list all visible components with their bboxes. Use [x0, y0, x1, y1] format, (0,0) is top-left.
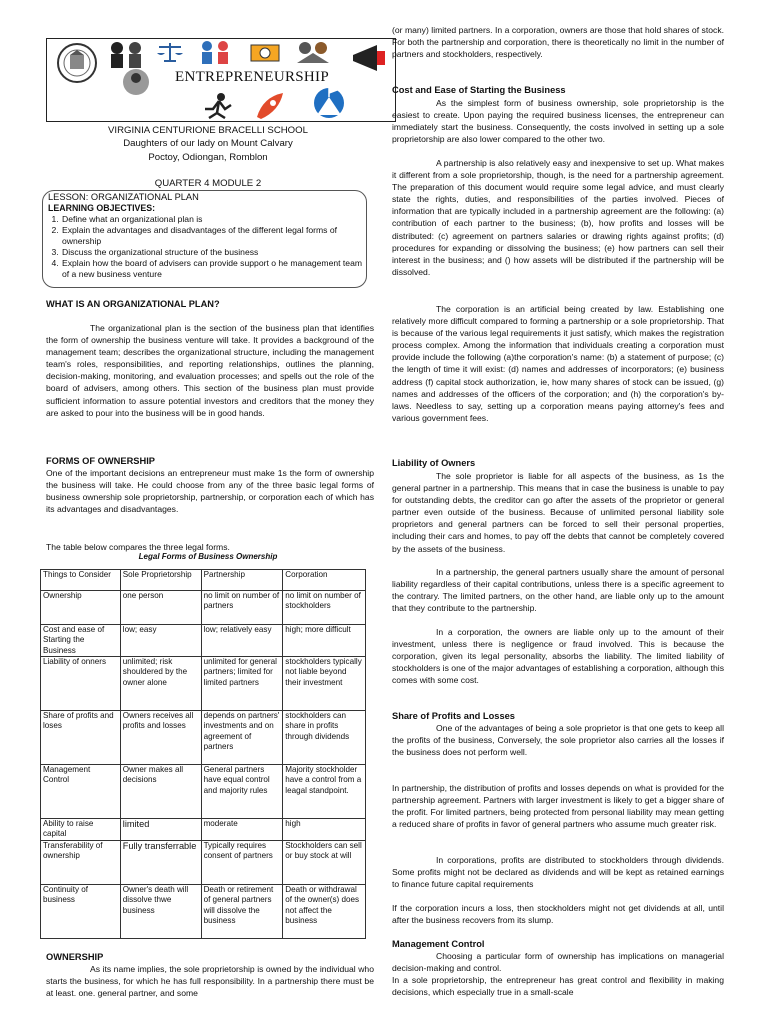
table-cell: Death or retirement of general partners will dissolve the business [201, 885, 283, 939]
heading-what-is-plan: WHAT IS AN ORGANIZATIONAL PLAN? [46, 299, 220, 309]
table-row [41, 625, 366, 657]
table-cell: Share of profits and loses [41, 711, 121, 765]
paragraph: In partnership, the distribution of profits and losses depends on what is provided for the partnership agreement. Partners with larger investment is likely to get a bigger share of the profit. For limited partners, being protected from personal liability may mean getting a reduced share of profits in favor of general partners who assume much greater risk. [392, 783, 724, 830]
table-cell: General partners have equal control and majority rules [201, 765, 283, 819]
lesson-title: LESSON: ORGANIZATIONAL PLAN [48, 192, 199, 202]
heading-share-profits: Share of Profits and Losses [392, 711, 515, 721]
objective-item: 1. Define what an organizational plan is [61, 214, 366, 225]
paragraph: In a sole proprietorship, the entrepreneur has great control and flexibility in making decisions, which especially true in a small-scale [392, 975, 724, 998]
table-cell: Stockholders can sell or buy stock at will [283, 841, 366, 885]
heading-ownership: OWNERSHIP [46, 952, 104, 962]
objectives-list [48, 214, 366, 281]
objective-item: 3. Discuss the organizational structure of the business [61, 247, 366, 258]
table-cell: Owner's death will dissolve thwe business [120, 885, 201, 939]
person-photo-icon [119, 67, 153, 97]
table-cell: Ability to raise capital [41, 819, 121, 841]
table-cell: low; relatively easy [201, 625, 283, 657]
paragraph: The corporation is an artificial being created by law. Establishing one relatively more difficult compared to forming a partnership or a sole proprietorship. That is because of the various legal requirements it just satisfy, which makes the registration process complex. Among the information that individuals creating a corporation must provide include the following (a)the corporation's name: (b) a statement of purpose; (c) the length of time it will exist: (d) names and addresses of incorporators; (e) business address (f) capital stock authorization, ie, how many shares of stock can be issued, (g) names and addresses of the officers of the corporation; and (h) the corporation's by-laws. Needless to say, setting up a corporation means paying attorney's fees and various government fees. [392, 304, 724, 423]
ownership-table [40, 569, 366, 939]
table-cell: Ownership [41, 591, 121, 625]
money-icon [245, 39, 285, 65]
table-cell: Continuity of business [41, 885, 121, 939]
teamwork-icon [197, 39, 233, 65]
paragraph: One of the important decisions an entrepreneur must make 1s the form of ownership the business will take. He could choose from any of the three basic legal forms of business ownership sole proprietorship, partnership, or corporation each of which has its advantages and disadvantages. [46, 468, 374, 515]
table-row [41, 591, 366, 625]
table-title: Legal Forms of Business Ownership [138, 552, 278, 561]
table-cell: Partnership [201, 570, 283, 591]
table-cell: Typically requires consent of partners [201, 841, 283, 885]
lesson-objectives-box [42, 190, 367, 288]
heading-liability: Liability of Owners [392, 458, 476, 468]
paragraph: One of the advantages of being a sole proprietor is that one gets to keep all the profits of the business, Conversely, the sole proprietor also carries all the losses if the business does not perform well. [392, 723, 724, 758]
banner-title: ENTREPRENEURSHIP [175, 69, 329, 85]
table-row [41, 841, 366, 885]
paragraph: A partnership is also relatively easy and inexpensive to set up. What makes it different from a sole proprietorship, though, is the need for a partnership agreement. The preparation of this document would require some legal advice, and must clearly state the rights, duties, and responsibilities of the parties involved. Pieces of information that are typically included in a partnership agreement are the following: (a) contribution of each partner to the business; (b), how profits and losses will be distributed: (c) agreement on partners salaries or drawing rights against profits; (d) procedures for expanding or dissolving the business; (e) how partners can sell their interest in the business; and () how assets will be distributed if the partnership will be dissolved. [392, 158, 724, 277]
paragraph: Choosing a particular form of ownership has implications on managerial decision-making and control. [392, 951, 724, 974]
table-cell: unlimited for general partners; limited for limited partners [201, 657, 283, 711]
table-row [41, 819, 366, 841]
heading-forms-of-ownership: FORMS OF OWNERSHIP [46, 456, 155, 466]
table-cell: Owner makes all decisions [120, 765, 201, 819]
paragraph: In a partnership, the general partners usually share the amount of personal liability regardless of their capital contributions, unless there is a specific agreement to the contrary. The limited partners, on the other hand, are liable only up to the amount that they contribute to the partnership. [392, 567, 724, 614]
table-cell: Transferability of ownership [41, 841, 121, 885]
school-seal-icon [53, 41, 101, 85]
table-cell: Fully transferrable [120, 841, 201, 885]
table-row [41, 711, 366, 765]
table-row [41, 657, 366, 711]
scale-icon [155, 39, 185, 65]
table-cell: no limit on number of stockholders [283, 591, 366, 625]
quarter-module: QUARTER 4 MODULE 2 [154, 178, 262, 189]
objectives-label: LEARNING OBJECTIVES: [48, 203, 156, 213]
header-banner [46, 38, 396, 122]
paragraph: As the simplest form of business ownership, sole proprietorship is the easiest to create. Upon paying the required business licenses, the entrepreneur can immediately start the business. Consequently, the costs involved in setting up a sole proprietorship are also lower compared to the other two. [392, 98, 724, 145]
paragraph: The sole proprietor is liable for all aspects of the business, as 1s the general partner in a partnership. This means that in case the business is unable to pay for outstanding debts, the creditor can go after the assets of the proprietor or general partner even outside of the business. Because of unlimited personal liability sole proprietors and general partners can be forced to sell their personal properties, including their cars and homes, to pay off the debts that cannot be completely covered by the assets of the business. [392, 471, 724, 554]
table-cell: limited [120, 819, 201, 841]
school-address: Poctoy, Odiongan, Romblon [148, 152, 268, 163]
table-cell: stockholders can share in profits through dividends [283, 711, 366, 765]
table-cell: stockholders typically not liable beyond their investment [283, 657, 366, 711]
objective-item: 4. Explain how the board of advisers can provide support o he management team of a new business venture [61, 258, 366, 280]
table-cell: Management Control [41, 765, 121, 819]
table-cell: high; more difficult [283, 625, 366, 657]
paragraph: In corporations, profits are distributed to stockholders through dividends. Some profits might not be declared as dividends and will be kept as retained earnings to finance future capital requirements [392, 855, 724, 890]
paragraph: As its name implies, the sole proprietorship is owned by the individual who starts the business, for which he has full responsibility. In a partnership there must be at least. one. general partner, and some [46, 964, 374, 999]
table-cell: Sole Proprietorship [120, 570, 201, 591]
table-cell: Majority stockholder have a control from a leagal standpoint. [283, 765, 366, 819]
table-row [41, 765, 366, 819]
table-row [41, 885, 366, 939]
paragraph: The table below compares the three legal forms. [46, 542, 230, 552]
table-cell: Liability of onners [41, 657, 121, 711]
rocket-icon [253, 91, 287, 119]
table-cell: low; easy [120, 625, 201, 657]
heading-cost-and-ease: Cost and Ease of Starting the Business [392, 85, 566, 95]
table-cell: Death or withdrawal of the owner(s) does not affect the business [283, 885, 366, 939]
table-cell: high [283, 819, 366, 841]
summit-flag-icon [303, 83, 355, 119]
table-cell: Owners receives all profits and losses [120, 711, 201, 765]
people-icon [103, 39, 147, 69]
handshake-icon [293, 39, 333, 65]
school-congregation: Daughters of our lady on Mount Calvary [123, 138, 293, 149]
paragraph: (or many) limited partners. In a corporation, owners are those that hold shares of stock. For both the partnership and corporation, there is theoretically no limit in the number of partners and stockholders, respectively. [392, 25, 724, 60]
table-cell: Things to Consider [41, 570, 121, 591]
table-cell: Cost and ease of Starting the Business [41, 625, 121, 657]
heading-management-control: Management Control [392, 939, 485, 949]
runner-icon [199, 91, 239, 119]
paragraph: The organizational plan is the section of the business plan that identifies the form of ownership the business venture will take. It provides a background of the management team; describes the organizational structure, including the management team's roles, responsibilities, and reporting relationships, outlines the planning, decision-making, monitoring, and evaluation processes; and spells out the role of the board of advisers, among others. This section of the business plan must provide sufficient information to assure potential investors and creditors that the money they are asked to pour into the business will be in good hands. [46, 323, 374, 418]
table-cell: one person [120, 591, 201, 625]
table-cell: no limit on number of partners [201, 591, 283, 625]
table-cell: moderate [201, 819, 283, 841]
table-header-row [41, 570, 366, 591]
table-cell: Corporation [283, 570, 366, 591]
school-name: VIRGINIA CENTURIONE BRACELLI SCHOOL [108, 125, 308, 136]
paragraph: If the corporation incurs a loss, then stockholders might not get dividends at all, until after the business recovers from its slump. [392, 903, 724, 926]
table-cell: depends on partners' investments and on agreement of partners [201, 711, 283, 765]
megaphone-icon [347, 41, 391, 75]
paragraph: In a corporation, the owners are liable only up to the amount of their investment, unless there is negligence or fraud involved. This is because the corporation, given its legal personality, absorbs the liability. The limited liability of stockholders is one of the major advantages of establishing a corporation, although this comes with some cost. [392, 627, 724, 686]
table-cell: unlimited; risk shouldered by the owner alone [120, 657, 201, 711]
objective-item: 2. Explain the advantages and disadvantages of the different legal forms of ownership [61, 225, 366, 247]
